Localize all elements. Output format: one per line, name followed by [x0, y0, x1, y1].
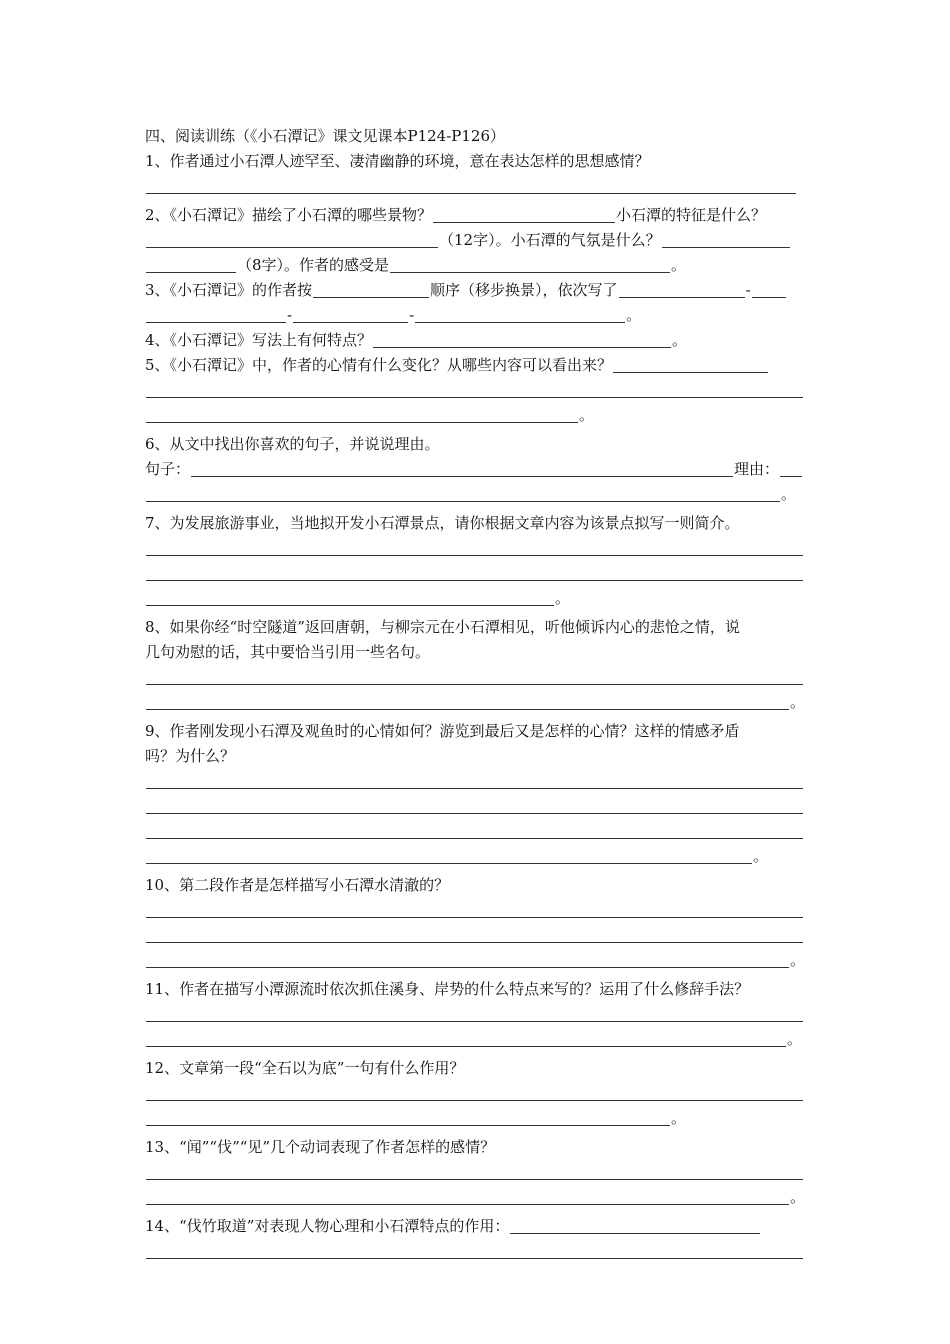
answer-line[interactable]: [145, 665, 805, 690]
answer-line[interactable]: 。: [145, 690, 805, 715]
answer-line[interactable]: [145, 536, 805, 561]
question-3: 3、《小石潭记》的作者按 顺序（移步换景），依次写了 -: [145, 278, 805, 303]
question-13: 13、“闻”“伐”“见”几个动词表现了作者怎样的感情？: [145, 1138, 496, 1156]
question-3-cont: - - 。: [145, 303, 805, 328]
question-5: 5、《小石潭记》中，作者的心情有什么变化？从哪些内容可以看出来？: [145, 353, 805, 378]
question-14: 14、“伐竹取道”对表现人物心理和小石潭特点的作用：: [145, 1214, 805, 1239]
answer-blank[interactable]: [373, 329, 671, 348]
section-title: 四、阅读训练（《小石潭记》课文见课本P124-P126）: [145, 127, 506, 145]
answer-blank[interactable]: [415, 304, 625, 323]
answer-blank[interactable]: [662, 229, 790, 248]
answer-line[interactable]: 。: [145, 844, 805, 869]
answer-blank[interactable]: [293, 304, 408, 323]
answer-line[interactable]: [145, 378, 805, 403]
answer-blank[interactable]: [619, 279, 745, 298]
worksheet: [145, 124, 805, 1264]
answer-line[interactable]: [145, 898, 805, 923]
answer-line[interactable]: 。: [145, 586, 805, 611]
question-9-cont: 吗？为什么？: [145, 747, 236, 765]
answer-line[interactable]: [145, 1002, 805, 1027]
answer-line[interactable]: [145, 1239, 805, 1264]
answer-blank[interactable]: [146, 304, 286, 323]
question-1: 1、作者通过小石潭人迹罕至、凄清幽静的环境，意在表达怎样的思想感情？: [145, 152, 650, 170]
question-2-cont: （8字）。作者的感受是 。: [145, 253, 805, 278]
answer-line[interactable]: 。: [145, 1185, 805, 1210]
answer-blank[interactable]: [146, 229, 438, 248]
question-9: 9、作者刚发现小石潭及观鱼时的心情如何？游览到最后又是怎样的心情？这样的情感矛盾: [145, 722, 740, 740]
answer-line[interactable]: [145, 174, 805, 199]
answer-line[interactable]: [145, 1160, 805, 1185]
question-10: 10、第二段作者是怎样描写小石潭水清澈的？: [145, 876, 450, 894]
question-11: 11、作者在描写小潭源流时依次抓住溪身、岸势的什么特点来写的？运用了什么修辞手法？: [145, 980, 750, 998]
answer-blank[interactable]: [313, 279, 429, 298]
question-7: 7、为发展旅游事业，当地拟开发小石潭景点，请你根据文章内容为该景点拟写一则简介。: [145, 514, 740, 532]
answer-blank[interactable]: [191, 458, 733, 477]
answer-blank[interactable]: [780, 458, 802, 477]
question-8: 8、如果你经“时空隧道”返回唐朝，与柳宗元在小石潭相见，听他倾诉内心的悲怆之情，说: [145, 618, 740, 636]
question-6-sentence: 句子： 理由：: [145, 457, 805, 482]
question-4: 4、《小石潭记》写法上有何特点？ 。: [145, 331, 688, 349]
answer-blank[interactable]: [613, 354, 768, 373]
question-8-cont: 几句劝慰的话，其中要恰当引用一些名句。: [145, 643, 431, 661]
answer-line[interactable]: 。: [145, 403, 805, 428]
answer-line[interactable]: 。: [145, 948, 805, 973]
answer-line[interactable]: 。: [145, 482, 805, 507]
answer-line[interactable]: [145, 923, 805, 948]
answer-blank[interactable]: [146, 254, 236, 273]
answer-blank[interactable]: [752, 279, 786, 298]
question-2-cont: （12字）。小石潭的气氛是什么？: [145, 228, 805, 253]
answer-line[interactable]: [145, 561, 805, 586]
answer-blank[interactable]: [510, 1215, 760, 1234]
answer-line[interactable]: [145, 1081, 805, 1106]
question-2: 2、《小石潭记》描绘了小石潭的哪些景物？ 小石潭的特征是什么？: [145, 206, 767, 224]
answer-line[interactable]: 。: [145, 1106, 805, 1131]
answer-line[interactable]: 。: [145, 1027, 805, 1052]
answer-line[interactable]: [145, 819, 805, 844]
answer-blank[interactable]: [433, 204, 615, 223]
question-6: 6、从文中找出你喜欢的句子，并说说理由。: [145, 435, 440, 453]
answer-line[interactable]: [145, 769, 805, 794]
question-12: 12、文章第一段“全石以为底”一句有什么作用？: [145, 1059, 465, 1077]
answer-blank[interactable]: [390, 254, 670, 273]
answer-line[interactable]: [145, 794, 805, 819]
